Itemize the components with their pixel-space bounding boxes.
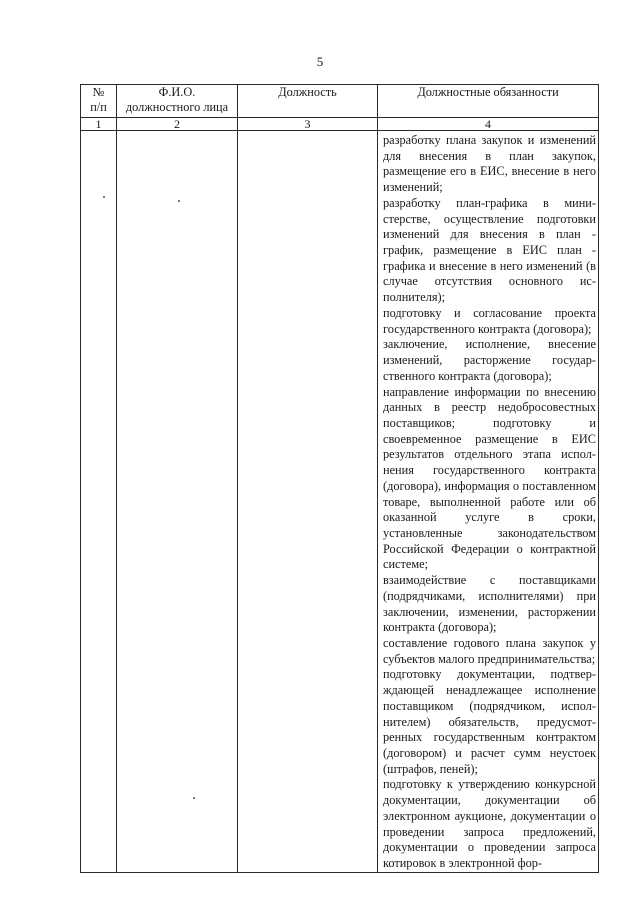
duties-table xyxy=(80,84,599,873)
duty-item: направление информации по внесению данных в реестр недобросовестных поставщиков; подготовку и своевременное размещение в ЕИС результатов отдельного этапа исполнения государственного контракта (договора), информация о поставленном товаре, выполненной работе или об оказанной услуге в сроки, установленные законодательством Российской Федерации о контрактной системе; xyxy=(383,384,596,572)
header-position-text: Должность xyxy=(278,85,337,99)
column-number-4: 4 xyxy=(378,118,599,131)
cell-number xyxy=(81,131,117,873)
cell-duties xyxy=(378,131,599,873)
scan-speck xyxy=(193,797,195,799)
column-number-2: 2 xyxy=(117,118,238,131)
scan-speck xyxy=(178,200,180,202)
duty-item: подготовку к утверждению конкурсной документации, документации об электронном аукционе, документации о проведении запроса предложений, документации о проведении запроса котировок в электронной фор- xyxy=(383,777,596,871)
scan-speck xyxy=(103,196,105,198)
duty-item: заключение, исполнение, внесение изменений, расторжение государственного контракта (договора); xyxy=(383,337,596,383)
duty-item: взаимодействие с поставщиками (подрядчиками, исполнителями) при заключении, изменении, расторжении контракта (договора); xyxy=(383,573,596,635)
header-duties xyxy=(378,85,599,118)
header-position xyxy=(238,85,378,118)
duty-item: составление годового плана закупок у субъектов малого предпринимательства; xyxy=(383,636,596,666)
header-fio-text: Ф.И.О. должностного лица xyxy=(125,85,229,114)
cell-position xyxy=(238,131,378,873)
duty-item: подготовку документации, подтверждающей ненадлежащее исполнение поставщиком (подрядчиком, исполнителем) обязательств, предусмотренных государственным контрактом (договором) и расчет сумм неустоек (штрафов, пеней); xyxy=(383,667,596,776)
column-number-1: 1 xyxy=(81,118,117,131)
header-number xyxy=(81,85,117,118)
cell-fio xyxy=(117,131,238,873)
table-row xyxy=(81,131,599,873)
column-number-3: 3 xyxy=(238,118,378,131)
duty-item: разработку план-графика в министерстве, осуществление подготовки изменений для внесения в план - график, размещение в ЕИС план - графика и внесение в него изменений (в случае отсутствия основного исполнителя); xyxy=(383,195,596,305)
duty-item: разработку плана закупок и изменений для внесения в план закупок, размещение его в ЕИС, внесение в него изменений; xyxy=(383,133,596,195)
column-number-row xyxy=(81,118,599,131)
header-row xyxy=(81,85,599,118)
page-number: 5 xyxy=(316,54,324,69)
duty-item: подготовку и согласование проекта государственного контракта (договора); xyxy=(383,305,596,336)
duties-text xyxy=(378,131,598,872)
header-fio xyxy=(117,85,238,118)
header-number-text: № п/п xyxy=(90,85,107,114)
header-duties-text: Должностные обязанности xyxy=(417,85,559,99)
